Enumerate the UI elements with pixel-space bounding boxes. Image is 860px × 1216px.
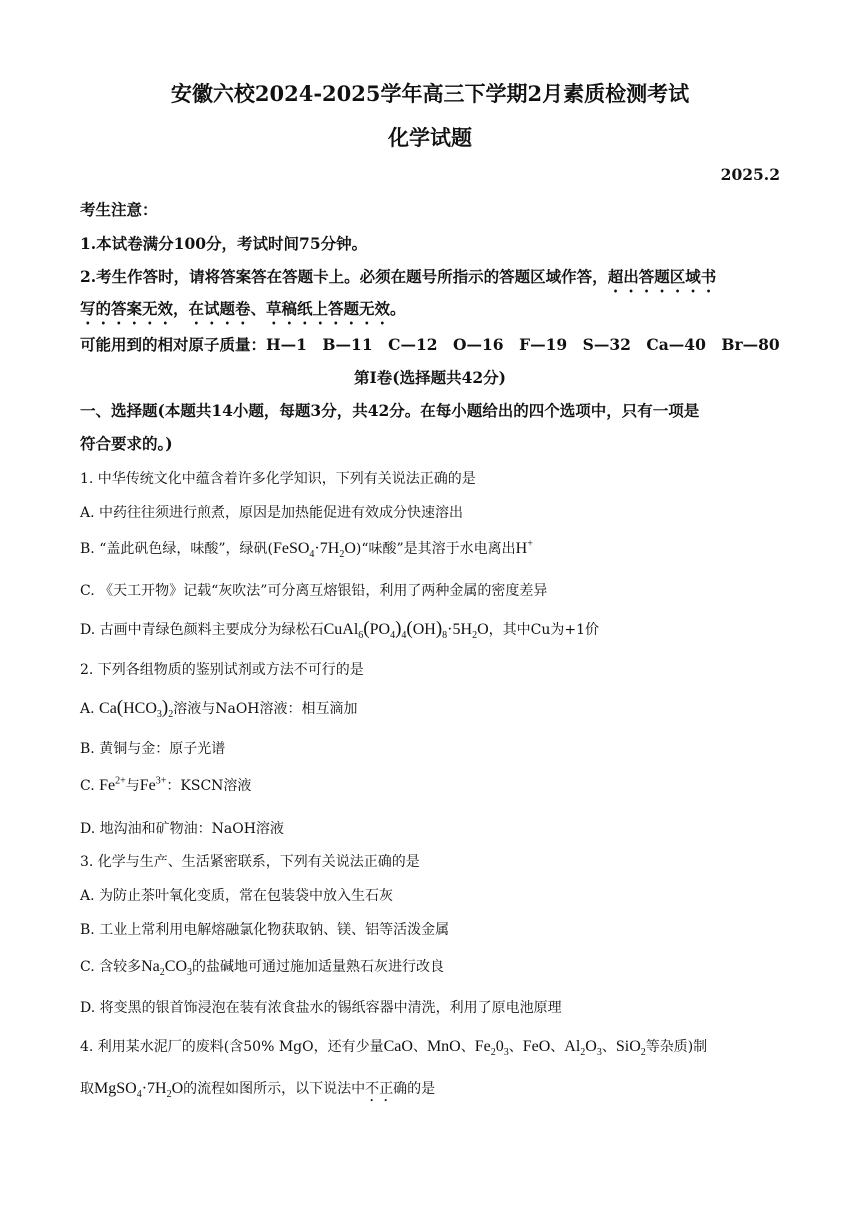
notice-item-1: 1.本试卷满分100分，考试时间75分钟。 bbox=[80, 234, 368, 253]
volume-heading: 第Ⅰ卷(选择题共42分) bbox=[354, 368, 506, 387]
question-1-option-c: C. 《天工开物》记载“灰吹法”可分离互熔银铅，利用了两种金属的密度差异 bbox=[80, 583, 548, 599]
question-4-emphasis: 不正 bbox=[365, 1081, 394, 1097]
notice-item-2-emphasis: 超出答题区域书 bbox=[607, 267, 717, 286]
notice-item-2-emphasis: 在试题卷、草稿纸上答题无效 bbox=[188, 299, 391, 318]
question-3-option-b: B. 工业上常利用电解熔融氯化物获取钠、镁、铝等活泼金属 bbox=[80, 922, 450, 938]
notice-item-2-line-1 bbox=[80, 265, 716, 296]
exam-title: 安徽六校2024-2025学年高三下学期2月素质检测考试 bbox=[170, 81, 690, 106]
question-2-option-d: D. 地沟油和矿物油：NaOH溶液 bbox=[80, 821, 284, 837]
question-2-option-c: C. $Fe^{2+}$与$Fe^{3+}$：KSCN溶液 bbox=[80, 775, 252, 794]
part-instruction-line-1: 一、选择题(本题共14小题，每题3分，共42分。在每小题给出的四个选项中，只有一项是 bbox=[80, 401, 700, 420]
question-1-stem: 1. 中华传统文化中蕴含着许多化学知识，下列有关说法正确的是 bbox=[80, 471, 476, 487]
exam-date: 2025.2 bbox=[720, 165, 780, 184]
question-1-option-b: B. “盖此矾色绿，味酸”，绿矾$(FeSO_4\cdot 7H_2O)“$味酸”是其溶于水电离出H+ bbox=[80, 538, 533, 561]
atomic-masses: 可能用到的相对原子质量：H—1 B—11 C—12 O—16 F—19 S—32 Ca—40 Br—80 bbox=[80, 335, 780, 354]
question-2-stem: 2. 下列各组物质的鉴别试剂或方法不可行的是 bbox=[80, 662, 364, 678]
question-3-option-d: D. 将变黑的银首饰浸泡在装有浓食盐水的锡纸容器中清洗，利用了原电池原理 bbox=[80, 1000, 562, 1016]
question-1-option-d: D. 古画中青绿色颜料主要成分为绿松石$CuAl_6(PO_4)_4(OH)_8\cdot 5H_2O$，其中Cu为+1价 bbox=[80, 618, 599, 642]
question-3-option-c: C. 含较多$Na_2CO_3$的盐碱地可通过施加适量熟石灰进行改良 bbox=[80, 958, 445, 979]
question-2-option-b: B. 黄铜与金：原子光谱 bbox=[80, 741, 226, 757]
question-4-stem-line-1: 4. 利用某水泥厂的废料(含50% MgO，还有少量CaO、MnO、$Fe_20_3$、FeO、$Al_2O_3$、SiO$_2$等杂质)制 bbox=[80, 1038, 708, 1059]
notice-item-2-emphasis: 写的答案无效 bbox=[80, 299, 174, 318]
notice-item-2-text: 2.考生作答时，请将答案答在答题卡上。必须在题号所指示的答题区域作答， bbox=[80, 267, 608, 286]
question-2-option-a: A. $Ca(HCO_3)_2$溶液与NaOH溶液：相互滴加 bbox=[80, 697, 358, 721]
question-1-option-a: A. 中药往往须进行煎煮，原因是加热能促进有效成分快速溶出 bbox=[80, 505, 464, 521]
question-3-option-a: A. 为防止茶叶氧化变质，常在包装袋中放入生石灰 bbox=[80, 888, 394, 904]
part-instruction-line-2: 符合要求的。) bbox=[80, 434, 173, 453]
question-4-stem-line-2: 取$MgSO_4\cdot 7H_2O$的流程如图所示，以下说法中不正确的是 bbox=[80, 1080, 436, 1101]
notice-item-2-line-2: 写的答案无效，在试题卷、草稿纸上答题无效。 bbox=[80, 299, 406, 318]
question-3-stem: 3. 化学与生产、生活紧密联系，下列有关说法正确的是 bbox=[80, 854, 420, 870]
exam-subtitle: 化学试题 bbox=[388, 125, 472, 150]
notice-heading: 考生注意： bbox=[80, 200, 158, 219]
